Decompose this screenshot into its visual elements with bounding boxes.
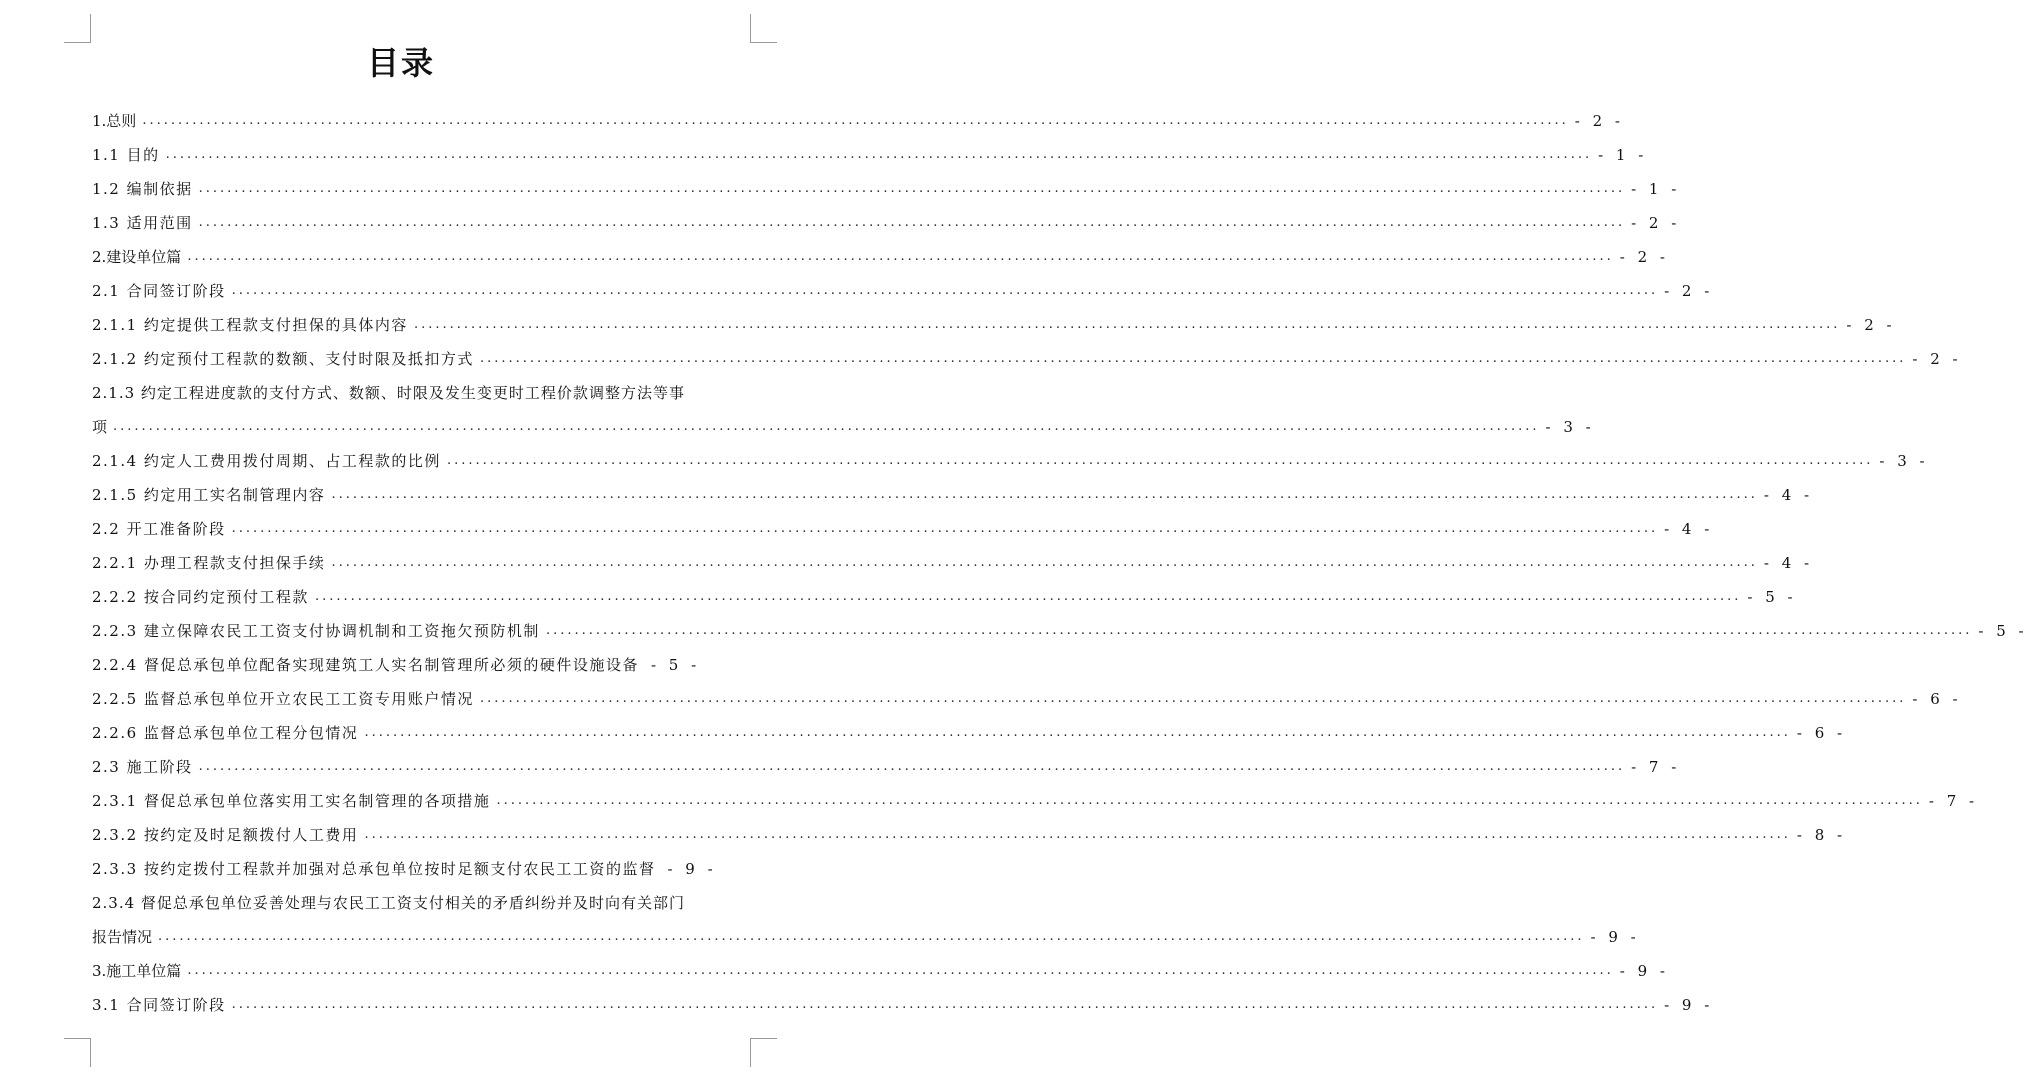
toc-dot-leader: ........................................................................................................................................................................................................: [187, 963, 1614, 978]
toc-dot-leader: ........................................................................................................................................................................................................: [231, 521, 1659, 536]
toc-entry[interactable]: [92, 546, 1814, 580]
toc-page-number: - 3 -: [1879, 452, 1929, 470]
toc-page-number: - 4 -: [1763, 486, 1814, 504]
toc-page-number: - 6 -: [1912, 690, 1962, 708]
toc-entry[interactable]: [92, 580, 1797, 614]
toc-page-number: - 6 -: [1796, 724, 1847, 742]
table-of-contents: [92, 104, 2028, 1022]
toc-dot-leader: ........................................................................................................................................................................................................: [479, 351, 1907, 366]
toc-dot-leader: ........................................................................................................................................................................................................: [231, 997, 1659, 1012]
toc-entry-label: 1.总则: [92, 112, 137, 130]
toc-page-number: - 5 -: [1978, 622, 2028, 640]
toc-entry[interactable]: [92, 444, 1929, 478]
toc-dot-leader: ........................................................................................................................................................................................................: [187, 249, 1614, 264]
toc-entry[interactable]: [92, 308, 1896, 342]
crop-mark-bottom-right: [750, 1038, 777, 1067]
toc-entry[interactable]: [92, 478, 1814, 512]
toc-page-number: - 2 -: [1846, 316, 1896, 334]
toc-entry[interactable]: [92, 274, 1714, 308]
toc-entry-label: 2.2 开工准备阶段: [92, 520, 226, 538]
toc-dot-leader: ........................................................................................................................................................................................................: [364, 827, 1791, 842]
toc-entry-label: 2.2.5 监督总承包单位开立农民工工资专用账户情况: [92, 690, 474, 708]
toc-entry[interactable]: [92, 648, 700, 682]
toc-entry[interactable]: [92, 512, 1714, 546]
toc-page-number: - 1 -: [1598, 146, 1648, 164]
toc-entry-label: 2.2.2 按合同约定预付工程款: [92, 588, 309, 606]
toc-page-number: - 2 -: [1912, 350, 1962, 368]
toc-page-number: - 2 -: [1574, 112, 1624, 130]
toc-entry-label: 2.1.5 约定用工实名制管理内容: [92, 486, 326, 504]
toc-page-number: - 2 -: [1664, 282, 1714, 300]
toc-dot-leader: ........................................................................................................................................................................................................: [446, 453, 1874, 468]
toc-dot-leader: ........................................................................................................................................................................................................: [545, 623, 1973, 638]
toc-entry-label: 报告情况: [92, 928, 153, 946]
toc-entry-label: 2.1 合同签订阶段: [92, 282, 226, 300]
toc-entry[interactable]: [92, 614, 2028, 648]
toc-entry-label: 1.1 目的: [92, 146, 160, 164]
toc-entry-label: 2.建设单位篇: [92, 248, 182, 266]
toc-entry-label: 2.1.2 约定预付工程款的数额、支付时限及抵扣方式: [92, 350, 474, 368]
toc-dot-leader: ........................................................................................................................................................................................................: [165, 147, 1593, 162]
toc-entry-label: 2.3.1 督促总承包单位落实用工实名制管理的各项措施: [92, 792, 491, 810]
toc-dot-leader: ........................................................................................................................................................................................................: [314, 589, 1742, 604]
toc-entry[interactable]: [92, 342, 1962, 376]
toc-entry-label: 2.2.4 督促总承包单位配备实现建筑工人实名制管理所必须的硬件设施设备: [92, 656, 639, 674]
toc-entry[interactable]: [92, 954, 1669, 988]
toc-entry-label: 2.3.3 按约定拨付工程款并加强对总承包单位按时足额支付农民工工资的监督: [92, 860, 656, 878]
toc-page-number: - 4 -: [1763, 554, 1814, 572]
toc-entry[interactable]: [92, 138, 1648, 172]
page-title: 目录: [366, 44, 435, 82]
toc-entry[interactable]: [92, 104, 1624, 138]
toc-dot-leader: ........................................................................................................................................................................................................: [496, 793, 1923, 808]
toc-entry-label: 2.1.4 约定人工费用拨付周期、占工程款的比例: [92, 452, 441, 470]
toc-dot-leader: ........................................................................................................................................................................................................: [364, 725, 1791, 740]
toc-dot-leader: ........................................................................................................................................................................................................: [231, 283, 1659, 298]
toc-dot-leader: ........................................................................................................................................................................................................: [142, 113, 1569, 128]
toc-dot-leader: ........................................................................................................................................................................................................: [158, 929, 1585, 944]
toc-dot-leader: ........................................................................................................................................................................................................: [331, 555, 1758, 570]
toc-entry[interactable]: [92, 784, 1979, 818]
toc-dot-leader: ........................................................................................................................................................................................................: [479, 691, 1907, 706]
toc-page-number: - 9 -: [667, 860, 717, 878]
toc-dot-leader: ........................................................................................................................................................................................................: [198, 759, 1626, 774]
toc-entry[interactable]: [92, 682, 1962, 716]
crop-mark-bottom-left: [64, 1038, 91, 1067]
toc-entry[interactable]: [92, 852, 717, 886]
toc-page-number: - 8 -: [1796, 826, 1847, 844]
toc-entry-label: 2.2.1 办理工程款支付担保手续: [92, 554, 326, 572]
toc-entry-label-line1[interactable]: 2.3.4 督促总承包单位妥善处理与农民工工资支付相关的矛盾纠纷并及时向有关部门: [92, 894, 685, 912]
toc-entry-label: 2.2.3 建立保障农民工工资支付协调机制和工资拖欠预防机制: [92, 622, 540, 640]
toc-entry-label: 2.3 施工阶段: [92, 758, 193, 776]
toc-entry[interactable]: [92, 716, 1847, 750]
toc-entry[interactable]: [92, 410, 1595, 444]
toc-entry[interactable]: [92, 818, 1847, 852]
toc-page-number: - 2 -: [1619, 248, 1669, 266]
toc-entry[interactable]: [92, 240, 1669, 274]
toc-entry[interactable]: [92, 750, 1681, 784]
toc-page-number: - 3 -: [1545, 418, 1595, 436]
toc-dot-leader: ........................................................................................................................................................................................................: [198, 181, 1626, 196]
toc-page-number: - 7 -: [1928, 792, 1979, 810]
toc-page-number: - 7 -: [1631, 758, 1681, 776]
toc-page-number: - 9 -: [1590, 928, 1640, 946]
toc-entry-label: 2.3.2 按约定及时足额拨付人工费用: [92, 826, 359, 844]
toc-page-number: - 9 -: [1619, 962, 1669, 980]
toc-dot-leader: ........................................................................................................................................................................................................: [413, 317, 1841, 332]
toc-entry-label: 2.1.1 约定提供工程款支付担保的具体内容: [92, 316, 408, 334]
toc-dot-leader: ........................................................................................................................................................................................................: [331, 487, 1758, 502]
toc-page-number: - 4 -: [1664, 520, 1714, 538]
toc-entry[interactable]: [92, 988, 1714, 1022]
toc-entry[interactable]: [92, 920, 1640, 954]
toc-page-number: - 9 -: [1664, 996, 1714, 1014]
toc-entry-label: 1.3 适用范围: [92, 214, 193, 232]
toc-entry[interactable]: [92, 206, 1681, 240]
toc-entry-label-line1[interactable]: 2.1.3 约定工程进度款的支付方式、数额、时限及发生变更时工程价款调整方法等事: [92, 384, 685, 402]
toc-entry[interactable]: [92, 172, 1681, 206]
toc-entry-label: 项: [92, 418, 108, 436]
toc-entry-label: 3.施工单位篇: [92, 962, 182, 980]
toc-dot-leader: ........................................................................................................................................................................................................: [113, 419, 1540, 434]
toc-page-number: - 5 -: [1747, 588, 1797, 606]
toc-page-number: - 5 -: [650, 656, 701, 674]
toc-page-number: - 2 -: [1631, 214, 1681, 232]
toc-entry-label: 1.2 编制依据: [92, 180, 193, 198]
toc-entry-label: 3.1 合同签订阶段: [92, 996, 226, 1014]
toc-entry-label: 2.2.6 监督总承包单位工程分包情况: [92, 724, 359, 742]
toc-page-number: - 1 -: [1631, 180, 1681, 198]
toc-dot-leader: ........................................................................................................................................................................................................: [198, 215, 1626, 230]
